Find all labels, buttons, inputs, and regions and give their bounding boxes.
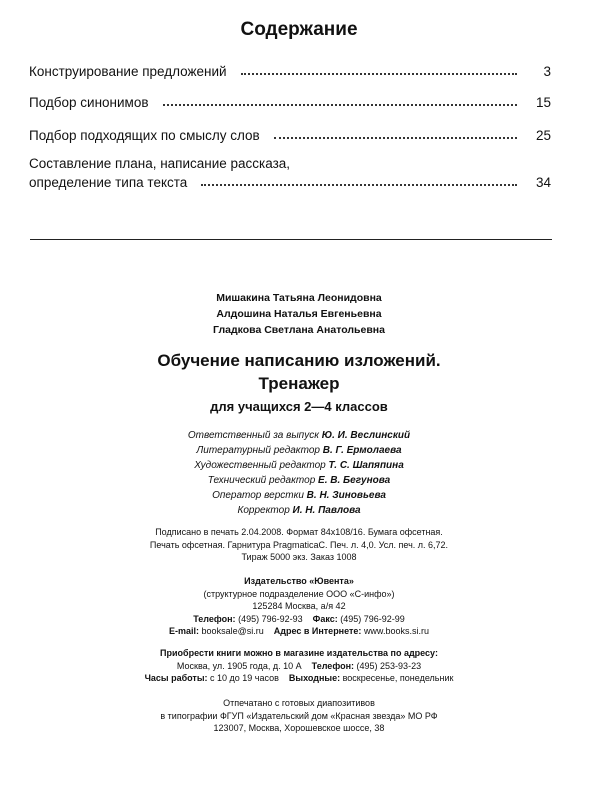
divider xyxy=(30,239,552,240)
days-off-value: воскресенье, понедельник xyxy=(342,673,454,683)
printing-house xyxy=(0,697,598,735)
toc-entry-text: определение типа текста xyxy=(29,175,188,190)
credit-line xyxy=(0,428,598,443)
contact-line xyxy=(0,613,598,626)
contact-line xyxy=(0,625,598,638)
shop-line xyxy=(0,660,598,673)
printing-line: в типографии ФГУП «Издательский дом «Красная звезда» МО РФ xyxy=(160,710,438,721)
toc-entry-page: 34 xyxy=(535,175,551,190)
shop-phone-value: (495) 253-93-23 xyxy=(356,660,422,671)
fax-label: Факс: xyxy=(312,613,338,624)
toc-leader xyxy=(241,72,517,75)
toc-entry-text: Подбор подходящих по смыслу слов xyxy=(29,128,260,143)
print-line: Тираж 5000 экз. Заказ 1008 xyxy=(241,552,357,562)
web-value: www.books.si.ru xyxy=(363,626,429,636)
printing-line: Отпечатано с готовых диапозитивов xyxy=(223,698,375,708)
publisher-name: Издательство «Ювента» xyxy=(244,576,354,586)
toc-leader xyxy=(274,136,517,139)
credit-name: Е. В. Бегунова xyxy=(318,475,391,486)
toc-entry xyxy=(29,64,551,79)
printing-line: 123007, Москва, Хорошевское шоссе, 38 xyxy=(213,723,385,733)
days-off-label: Выходные: xyxy=(288,673,341,683)
publisher-sub: (структурное подразделение ООО «С-инфо») xyxy=(203,588,395,599)
credit-role: Художественный редактор xyxy=(194,460,326,471)
credit-name: Ю. И. Веслинский xyxy=(321,430,411,441)
publisher-block xyxy=(0,575,598,638)
credit-role: Корректор xyxy=(237,505,290,516)
credit-line xyxy=(0,458,598,473)
credit-name: В. Г. Ермолаева xyxy=(322,445,402,456)
toc-leader xyxy=(163,103,517,106)
shop-address: Москва, ул. 1905 года, д. 10 А xyxy=(176,660,302,671)
print-details xyxy=(0,526,598,564)
hours-label: Часы работы: xyxy=(144,673,208,683)
credit-name: И. Н. Павлова xyxy=(292,505,361,516)
toc-entry-text-line1: Составление плана, написание рассказа, xyxy=(29,156,291,171)
hours-line xyxy=(0,672,598,685)
print-line: Печать офсетная. Гарнитура PragmaticaC. Печ. л. 4,0. Усл. печ. л. 6,72. xyxy=(149,539,449,550)
phone-label: Телефон: xyxy=(193,613,236,624)
web-label: Адрес в Интернете: xyxy=(273,626,362,636)
credits xyxy=(0,428,598,518)
credit-line xyxy=(0,503,598,518)
book-title-line: Обучение написанию изложений. xyxy=(157,351,441,370)
credit-role: Ответственный за выпуск xyxy=(187,430,319,441)
credit-role: Литературный редактор xyxy=(196,445,320,456)
author-name: Мишакина Татьяна Леонидовна xyxy=(216,292,382,304)
credit-name: Т. С. Шапяпина xyxy=(328,460,404,471)
print-line: Подписано в печать 2.04.2008. Формат 84x108/16. Бумага офсетная. xyxy=(155,527,443,537)
toc-leader xyxy=(201,183,517,186)
toc-entry-page: 3 xyxy=(543,64,551,79)
credit-role: Оператор верстки xyxy=(212,490,304,501)
credit-line xyxy=(0,488,598,503)
toc-entry xyxy=(29,175,551,190)
shop-phone-label: Телефон: xyxy=(311,660,355,671)
book-title xyxy=(0,349,598,395)
book-subtitle: для учащихся 2—4 классов xyxy=(210,399,388,414)
authors xyxy=(0,290,598,338)
credit-role: Технический редактор xyxy=(207,475,316,486)
toc-entry xyxy=(29,128,551,143)
author-name: Алдошина Наталья Евгеньевна xyxy=(216,308,382,320)
credit-line xyxy=(0,473,598,488)
credit-name: В. Н. Зиновьева xyxy=(306,490,386,501)
fax-value: (495) 796-92-99 xyxy=(340,613,405,624)
toc-entry xyxy=(29,95,551,110)
book-title-line: Тренажер xyxy=(258,374,340,393)
hours-value: с 10 до 19 часов xyxy=(210,673,279,683)
author-name: Гладкова Светлана Анатольевна xyxy=(213,324,385,336)
toc-entry-page: 25 xyxy=(535,128,551,143)
toc-entry-page: 15 xyxy=(535,95,551,110)
shop-block xyxy=(0,647,598,685)
toc-entry-text: Конструирование предложений xyxy=(29,64,227,79)
toc-entry-text: Подбор синонимов xyxy=(29,95,149,110)
email-value: booksale@si.ru xyxy=(201,626,264,636)
shop-heading: Приобрести книги можно в магазине издательства по адресу: xyxy=(160,648,438,658)
email-label: E-mail: xyxy=(169,626,200,636)
toc-title: Содержание xyxy=(240,19,358,40)
credit-line xyxy=(0,443,598,458)
publisher-address: 125284 Москва, а/я 42 xyxy=(252,601,346,611)
phone-value: (495) 796-92-93 xyxy=(238,613,303,624)
